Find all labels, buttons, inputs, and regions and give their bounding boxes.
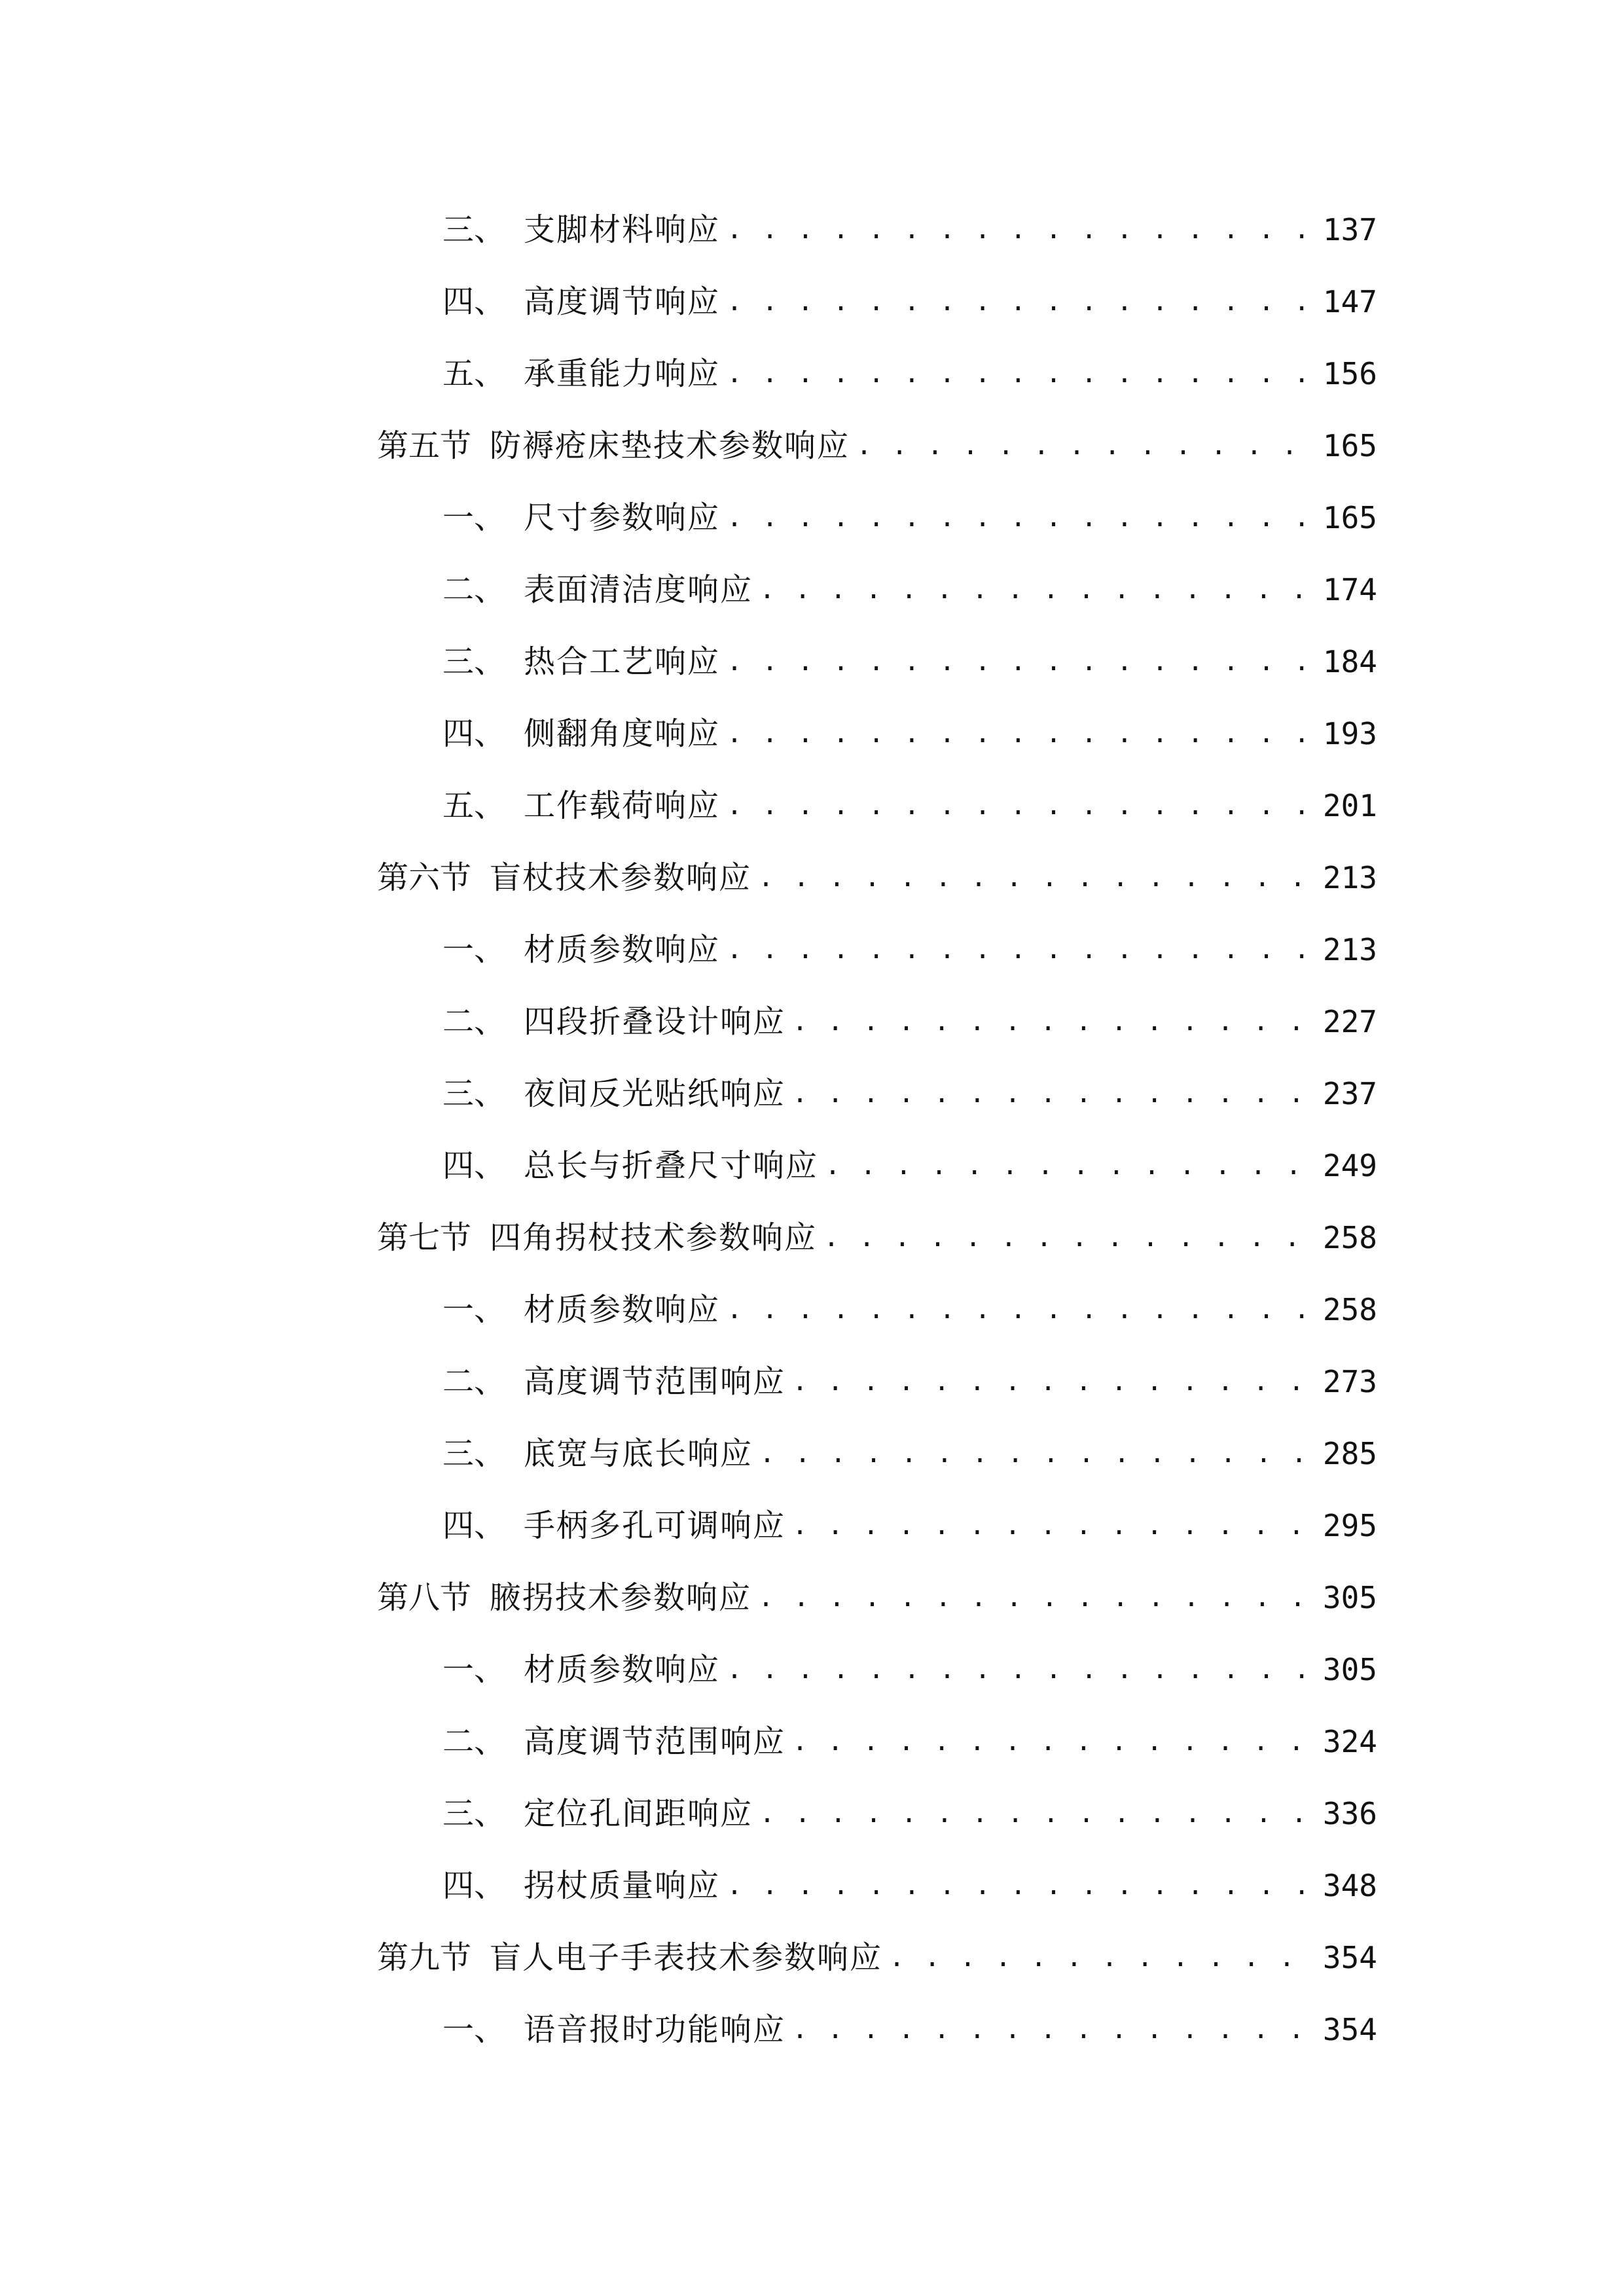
dot-leader	[792, 2010, 1316, 2049]
toc-entry-title: 侧翻角度响应	[524, 715, 721, 752]
toc-entry-number: 一、	[442, 499, 506, 536]
toc-entry-number: 二、	[442, 1363, 506, 1400]
toc-entry[interactable]	[377, 626, 1377, 698]
toc-entry[interactable]	[377, 554, 1377, 626]
toc-entry-number: 三、	[442, 211, 506, 248]
toc-entry-title: 高度调节范围响应	[524, 1723, 786, 1760]
toc-entry-title: 总长与折叠尺寸响应	[524, 1147, 819, 1184]
toc-entry[interactable]	[377, 1778, 1377, 1850]
toc-entry[interactable]	[377, 914, 1377, 986]
dot-leader	[889, 1938, 1316, 1977]
dot-leader	[759, 1434, 1316, 1473]
toc-entry-title: 支脚材料响应	[524, 211, 721, 248]
toc-entry[interactable]	[377, 1706, 1377, 1778]
toc-entry-page: 201	[1322, 788, 1377, 823]
toc-section-number: 第八节	[377, 1579, 472, 1616]
toc-entry[interactable]	[377, 1418, 1377, 1490]
toc-entry-page: 165	[1322, 428, 1377, 463]
toc-entry[interactable]	[377, 1274, 1377, 1346]
toc-entry-page: 184	[1322, 644, 1377, 679]
dot-leader	[792, 1722, 1316, 1761]
toc-entry-title: 底宽与底长响应	[524, 1435, 753, 1472]
dot-leader	[727, 930, 1316, 969]
dot-leader	[759, 1794, 1316, 1833]
dot-leader	[727, 786, 1316, 825]
dot-leader	[759, 570, 1316, 609]
toc-entry-title: 高度调节响应	[524, 283, 721, 320]
toc-entry-page: 354	[1322, 2012, 1377, 2047]
toc-entry-number: 三、	[442, 1795, 506, 1832]
toc-entry-number: 二、	[442, 571, 506, 608]
dot-leader	[825, 1146, 1316, 1185]
dot-leader	[727, 1650, 1316, 1689]
toc-entry-number: 一、	[442, 1291, 506, 1328]
toc-entry-title: 尺寸参数响应	[524, 499, 721, 536]
toc-entry-number: 一、	[442, 931, 506, 968]
toc-entry-page: 336	[1322, 1796, 1377, 1831]
toc-entry[interactable]	[377, 698, 1377, 770]
toc-section-entry[interactable]	[377, 1202, 1377, 1274]
toc-entry-title: 定位孔间距响应	[524, 1795, 753, 1832]
toc-section-title: 腋拐技术参数响应	[490, 1579, 752, 1616]
toc-entry-page: 227	[1322, 1004, 1377, 1039]
dot-leader	[727, 714, 1316, 753]
toc-entry-page: 285	[1322, 1436, 1377, 1471]
toc-entry-title: 热合工艺响应	[524, 643, 721, 680]
toc-entry-number: 四、	[442, 1147, 506, 1184]
toc-entry[interactable]	[377, 986, 1377, 1058]
toc-entry-page: 156	[1322, 356, 1377, 391]
toc-entry-page: 305	[1322, 1580, 1377, 1615]
toc-entry-number: 三、	[442, 643, 506, 680]
toc-section-number: 第九节	[377, 1939, 472, 1976]
toc-entry-title: 工作载荷响应	[524, 787, 721, 824]
toc-entry-number: 五、	[442, 355, 506, 392]
toc-entry-title: 承重能力响应	[524, 355, 721, 392]
toc-entry-page: 165	[1322, 500, 1377, 535]
toc-entry-page: 213	[1322, 860, 1377, 895]
toc-entry[interactable]	[377, 338, 1377, 410]
toc-entry-title: 夜间反光贴纸响应	[524, 1075, 786, 1112]
toc-section-title: 四角拐杖技术参数响应	[490, 1219, 818, 1256]
toc-entry-number: 一、	[442, 2011, 506, 2048]
dot-leader	[727, 642, 1316, 681]
toc-entry-title: 材质参数响应	[524, 931, 721, 968]
toc-entry-title: 语音报时功能响应	[524, 2011, 786, 2048]
toc-entry[interactable]	[377, 194, 1377, 266]
toc-entry-title: 表面清洁度响应	[524, 571, 753, 608]
toc-entry[interactable]	[377, 770, 1377, 842]
dot-leader	[792, 1362, 1316, 1401]
toc-entry-page: 174	[1322, 572, 1377, 607]
toc-entry-number: 三、	[442, 1435, 506, 1472]
toc-entry-page: 249	[1322, 1148, 1377, 1183]
toc-entry[interactable]	[377, 1346, 1377, 1418]
toc-entry[interactable]	[377, 1130, 1377, 1202]
toc-section-entry[interactable]	[377, 842, 1377, 914]
dot-leader	[727, 498, 1316, 537]
dot-leader	[856, 426, 1316, 465]
toc-entry[interactable]	[377, 1994, 1377, 2066]
toc-entry-page: 348	[1322, 1868, 1377, 1903]
toc-entry[interactable]	[377, 1058, 1377, 1130]
toc-entry-title: 手柄多孔可调响应	[524, 1507, 786, 1544]
toc-entry-number: 四、	[442, 1867, 506, 1904]
toc-entry[interactable]	[377, 1490, 1377, 1562]
toc-entry[interactable]	[377, 1850, 1377, 1922]
dot-leader	[727, 1290, 1316, 1329]
toc-entry-number: 四、	[442, 715, 506, 752]
toc-section-number: 第七节	[377, 1219, 472, 1256]
toc-section-number: 第五节	[377, 427, 472, 464]
toc-entry-title: 材质参数响应	[524, 1651, 721, 1688]
toc-entry-number: 二、	[442, 1723, 506, 1760]
toc-entry-number: 四、	[442, 283, 506, 320]
dot-leader	[792, 1506, 1316, 1545]
toc-entry-title: 拐杖质量响应	[524, 1867, 721, 1904]
dot-leader	[758, 858, 1316, 897]
toc-entry[interactable]	[377, 266, 1377, 338]
toc-entry-number: 一、	[442, 1651, 506, 1688]
toc-entry-page: 213	[1322, 932, 1377, 967]
toc-entry-title: 高度调节范围响应	[524, 1363, 786, 1400]
toc-entry-number: 五、	[442, 787, 506, 824]
dot-leader	[727, 1866, 1316, 1905]
toc-entry-page: 324	[1322, 1724, 1377, 1759]
toc-section-entry[interactable]	[377, 1562, 1377, 1634]
toc-entry-page: 137	[1322, 212, 1377, 247]
toc-entry[interactable]	[377, 482, 1377, 554]
toc-entry[interactable]	[377, 1634, 1377, 1706]
toc-entry-page: 258	[1322, 1220, 1377, 1255]
toc-section-number: 第六节	[377, 859, 472, 896]
dot-leader	[792, 1002, 1316, 1041]
dot-leader	[727, 354, 1316, 393]
dot-leader	[823, 1218, 1316, 1257]
toc-entry-page: 258	[1322, 1292, 1377, 1327]
toc-section-title: 防褥疮床垫技术参数响应	[490, 427, 850, 464]
table-of-contents	[377, 194, 1377, 2066]
toc-entry-number: 四、	[442, 1507, 506, 1544]
toc-entry-page: 354	[1322, 1940, 1377, 1975]
toc-entry-page: 237	[1322, 1076, 1377, 1111]
toc-entry-title: 材质参数响应	[524, 1291, 721, 1328]
toc-entry-number: 二、	[442, 1003, 506, 1040]
dot-leader	[727, 282, 1316, 321]
dot-leader	[792, 1074, 1316, 1113]
toc-section-title: 盲杖技术参数响应	[490, 859, 752, 896]
toc-entry-number: 三、	[442, 1075, 506, 1112]
toc-entry-page: 295	[1322, 1508, 1377, 1543]
toc-section-entry[interactable]	[377, 1922, 1377, 1994]
toc-entry-page: 147	[1322, 284, 1377, 319]
toc-entry-page: 273	[1322, 1364, 1377, 1399]
toc-section-title: 盲人电子手表技术参数响应	[490, 1939, 883, 1976]
toc-section-entry[interactable]	[377, 410, 1377, 482]
toc-entry-title: 四段折叠设计响应	[524, 1003, 786, 1040]
toc-entry-page: 193	[1322, 716, 1377, 751]
dot-leader	[727, 210, 1316, 249]
dot-leader	[758, 1578, 1316, 1617]
toc-entry-page: 305	[1322, 1652, 1377, 1687]
